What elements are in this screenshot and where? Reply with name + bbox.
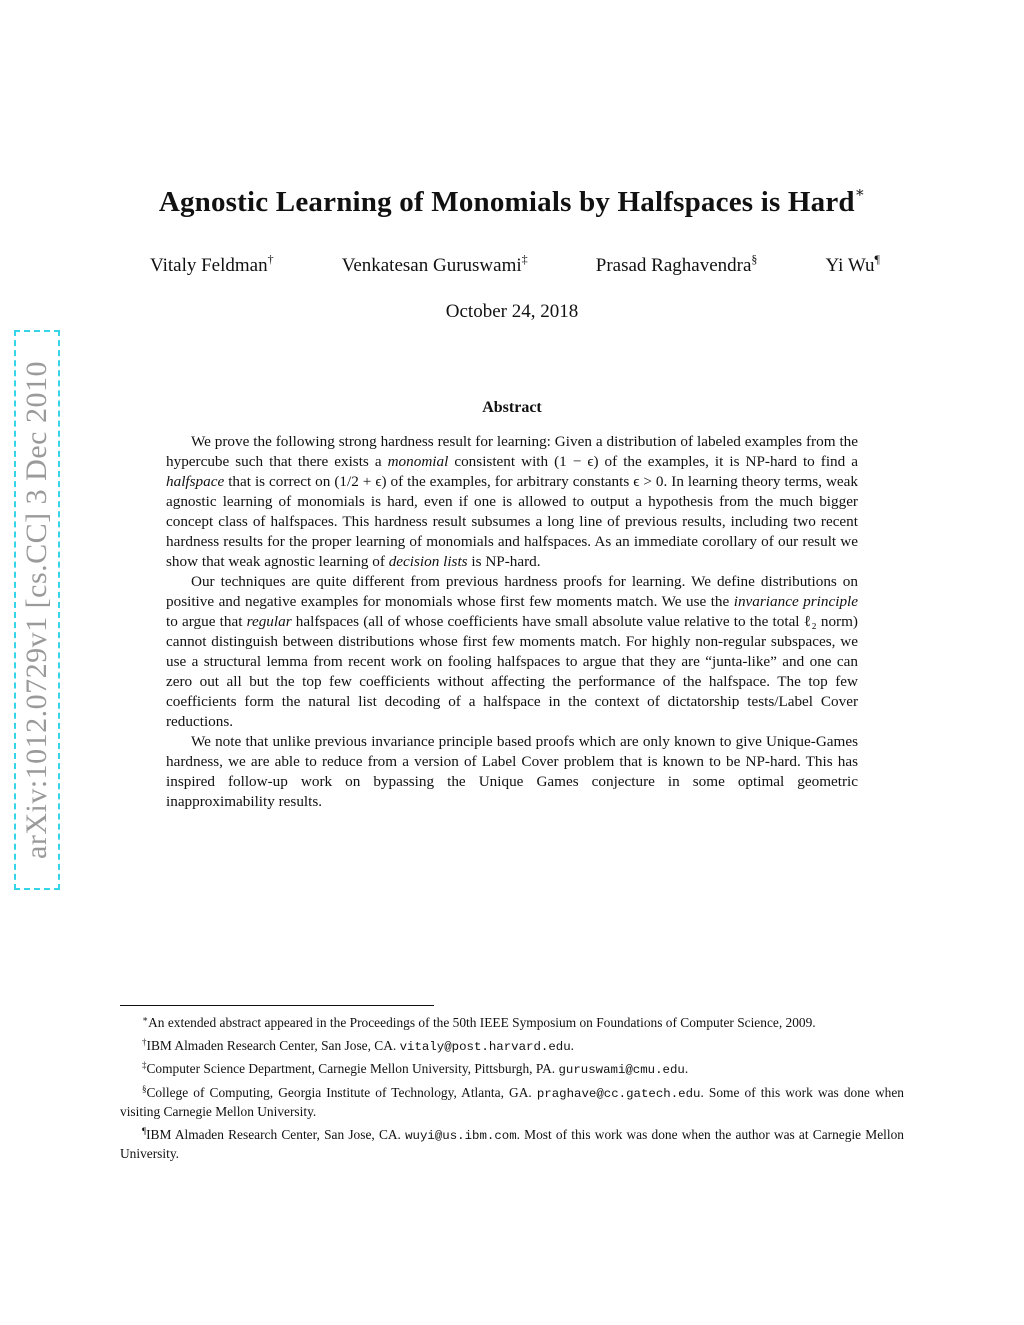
footnote-rule xyxy=(120,1005,434,1006)
arxiv-identifier-text: arXiv:1012.0729v1 [cs.CC] 3 Dec 2010 xyxy=(20,361,53,859)
abstract-paragraph: We note that unlike previous invariance principle based proofs which are only known to give Unique-Games hardness, we are able to reduce from a version of Label Cover problem that is known to be NP-hard. This has inspired follow-up work on bypassing the Unique Games conjecture in some optimal geometric inapproximability results. xyxy=(166,733,858,810)
footnotes xyxy=(120,1010,904,1164)
author-name: Vitaly Feldman† xyxy=(150,252,274,276)
author-list xyxy=(150,252,880,277)
email-address: praghave@cc.gatech.edu xyxy=(536,1086,701,1101)
footnote: ¶IBM Almaden Research Center, San Jose, CA. wuyi@us.ibm.com. Most of this work was done when the author was at Carnegie Mellon University. xyxy=(120,1125,904,1161)
email-address: vitaly@post.harvard.edu xyxy=(399,1039,571,1054)
paper-date: October 24, 2018 xyxy=(445,301,579,322)
footnote: ∗An extended abstract appeared in the Proceedings of the 50th IEEE Symposium on Foundations of Computer Science, 2009. xyxy=(142,1014,816,1030)
footnote: †IBM Almaden Research Center, San Jose, CA. vitaly@post.harvard.edu. xyxy=(142,1036,574,1054)
author-name: Yi Wu¶ xyxy=(825,252,880,276)
email-address: guruswami@cmu.edu xyxy=(558,1063,685,1077)
author-name: Venkatesan Guruswami‡ xyxy=(341,252,528,276)
paper-title xyxy=(0,183,1024,219)
abstract-heading: Abstract xyxy=(482,399,542,416)
title-footnote-mark: ∗ xyxy=(854,185,866,201)
author-name: Prasad Raghavendra§ xyxy=(595,252,758,276)
footnote: ‡Computer Science Department, Carnegie Mellon University, Pittsburgh, PA. guruswami@cmu.edu. xyxy=(142,1060,689,1077)
abstract-body xyxy=(166,432,858,812)
abstract-paragraph: We prove the following strong hardness result for learning: Given a distribution of labeled examples from the hypercube such that there exists a monomial consistent with (1 − ϵ) of the examples, it is NP-hard to find a halfspace that is correct on (1/2 + ϵ) of the examples, for arbitrary constants ϵ > 0. In learning theory terms, weak agnostic learning of monomials is hard, even if one is allowed to output a hypothesis from the much bigger concept class of halfspaces. This hardness result subsumes a long line of previous results, including two recent hardness results for the proper learning of monomials and halfspaces. As an immediate corollary of our result we show that weak agnostic learning of decision lists is NP-hard. xyxy=(166,433,858,570)
email-address: wuyi@us.ibm.com xyxy=(405,1128,517,1143)
paper-title-text: Agnostic Learning of Monomials by Halfspaces is Hard xyxy=(158,186,855,218)
footnote: §College of Computing, Georgia Institute of Technology, Atlanta, GA. praghave@cc.gatech.edu. Some of this work was done when visiting Carnegie Mellon University. xyxy=(120,1083,904,1119)
abstract-paragraph: Our techniques are quite different from previous hardness proofs for learning. We define distributions on positive and negative examples for monomials whose first few moments match. We use the invariance principle to argue that regular halfspaces (all of whose coefficients have small absolute value relative to the total ℓ₂ norm) cannot distinguish between distributions whose first few moments match. For highly non-regular subspaces, we use a structural lemma from recent work on fooling halfspaces to argue that they are “junta-like” and one can zero out all but the top few coefficients without affecting the performance of the halfspace. The top few coefficients form the natural list decoding of a halfspace in the context of dictatorship tests/Label Cover reductions. xyxy=(166,573,858,730)
